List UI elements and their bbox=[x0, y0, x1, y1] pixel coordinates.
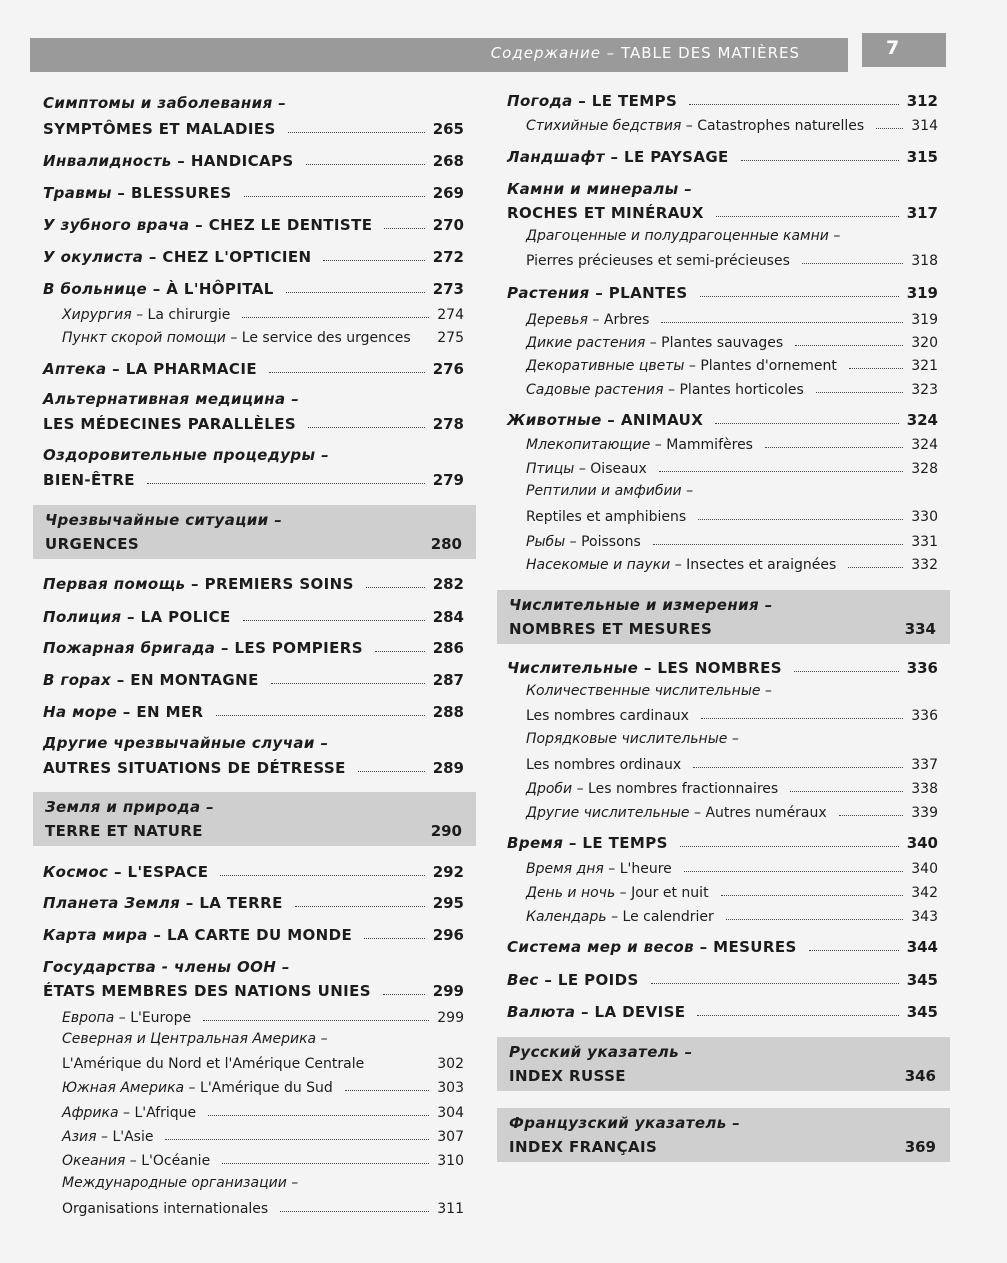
toc-page: 295 bbox=[432, 894, 464, 912]
toc-page: 304 bbox=[437, 1105, 464, 1121]
toc-page: 344 bbox=[906, 938, 938, 956]
toc-subentry-ru: Рыбы bbox=[526, 534, 566, 550]
toc-entry-ru: Аптека bbox=[43, 360, 107, 378]
toc-section-page: 280 bbox=[430, 535, 462, 553]
toc-page: 299 bbox=[432, 982, 464, 1000]
toc-subentry[interactable]: Южная Америка – L'Amérique du Sud 303 bbox=[62, 1080, 464, 1096]
toc-section[interactable] bbox=[33, 505, 476, 559]
toc-page: 345 bbox=[906, 971, 938, 989]
toc-subentry-fr: Poissons bbox=[581, 534, 641, 550]
toc-subentry-fr: L'Amérique du Nord et l'Amérique Centrale bbox=[62, 1056, 365, 1072]
toc-entry-fr: ANIMAUX bbox=[620, 411, 704, 429]
toc-subentry-fr: Reptiles et amphibiens bbox=[526, 509, 687, 525]
toc-subentry[interactable]: Хирургия – La chirurgie 274 bbox=[62, 307, 464, 323]
toc-entry-ru: Пожарная бригада bbox=[43, 639, 216, 657]
toc-entry-fr: ROCHES ET MINÉRAUX bbox=[507, 204, 704, 222]
toc-entry-fr: BLESSURES bbox=[130, 184, 232, 202]
toc-entry[interactable]: Карта мира – LA CARTE DU MONDE 296 bbox=[43, 926, 464, 944]
toc-page: 336 bbox=[906, 659, 938, 677]
toc-subentry[interactable] bbox=[33, 1051, 476, 1075]
toc-subentry-fr: Plantes sauvages bbox=[661, 335, 784, 351]
toc-entry[interactable] bbox=[33, 756, 476, 780]
toc-entry[interactable]: Первая помощь – PREMIERS SOINS 282 bbox=[43, 575, 464, 593]
toc-subentry-fr: Oiseaux bbox=[590, 461, 647, 477]
toc-page: 315 bbox=[906, 148, 938, 166]
toc-section-page: 334 bbox=[904, 620, 936, 638]
toc-entry-fr: À L'HÔPITAL bbox=[166, 280, 274, 298]
toc-subentry-ru: Птицы bbox=[526, 461, 575, 477]
toc-page: 273 bbox=[432, 280, 464, 298]
toc-subentry[interactable]: Европа – L'Europe 299 bbox=[62, 1010, 464, 1026]
toc-subentry[interactable]: Время дня – L'heure 340 bbox=[526, 861, 938, 877]
toc-entry-ru: Погода bbox=[507, 92, 573, 110]
toc-entry-ru: На море bbox=[43, 703, 118, 721]
toc-entry-fr: L'ESPACE bbox=[127, 863, 209, 881]
toc-section-page: 346 bbox=[904, 1067, 936, 1085]
toc-entry-fr: LES NOMBRES bbox=[657, 659, 782, 677]
toc-section-ru: Чрезвычайные ситуации – bbox=[45, 511, 283, 529]
toc-page: 319 bbox=[911, 312, 938, 328]
toc-entry-ru: Полиция bbox=[43, 608, 122, 626]
toc-page: 317 bbox=[906, 204, 938, 222]
toc-subentry-ru: День и ночь bbox=[526, 885, 616, 901]
toc-entry-ru: Космос bbox=[43, 863, 109, 881]
toc-entry[interactable] bbox=[33, 117, 476, 141]
toc-subentry[interactable]: Стихийные бедствия – Catastrophes naturelles 314 bbox=[526, 118, 938, 134]
toc-page: 338 bbox=[911, 781, 938, 797]
toc-section-fr: NOMBRES ET MESURES bbox=[509, 620, 713, 638]
toc-subentry[interactable] bbox=[497, 504, 950, 528]
toc-page: 339 bbox=[911, 805, 938, 821]
toc-entry-ru: В больнице bbox=[43, 280, 148, 298]
toc-subentry[interactable]: Другие числительные – Autres numéraux 339 bbox=[526, 805, 938, 821]
toc-entry-fr: MESURES bbox=[713, 938, 797, 956]
toc-entry-fr: LE TEMPS bbox=[591, 92, 678, 110]
toc-page: 307 bbox=[437, 1129, 464, 1145]
toc-page: 287 bbox=[432, 671, 464, 689]
toc-subentry[interactable]: Насекомые и пауки – Insectes et araignées 332 bbox=[526, 557, 938, 573]
toc-page: 270 bbox=[432, 216, 464, 234]
toc-subentry-ru: Стихийные бедствия bbox=[526, 118, 682, 134]
toc-page: 269 bbox=[432, 184, 464, 202]
toc-subentry[interactable]: Дикие растения – Plantes sauvages 320 bbox=[526, 335, 938, 351]
toc-entry[interactable]: Растения – PLANTES 319 bbox=[507, 284, 938, 302]
toc-page: 289 bbox=[432, 759, 464, 777]
toc-subentry-ru: Млекопитающие bbox=[526, 437, 651, 453]
toc-entry-fr: CHEZ LE DENTISTE bbox=[208, 216, 373, 234]
toc-entry-ru: Растения bbox=[507, 284, 590, 302]
toc-subentry-fr: Plantes d'ornement bbox=[700, 358, 837, 374]
toc-entry-fr: HANDICAPS bbox=[190, 152, 294, 170]
toc-subentry-fr: Le calendrier bbox=[622, 909, 714, 925]
toc-subentry[interactable] bbox=[497, 752, 950, 776]
toc-subentry-ru: Африка bbox=[62, 1105, 119, 1121]
toc-subentry-fr: L'heure bbox=[619, 861, 672, 877]
toc-subentry-ru-line: Количественные числительные – bbox=[526, 683, 772, 699]
toc-entry-ru: Животные bbox=[507, 411, 602, 429]
toc-entry-fr: BIEN-ÊTRE bbox=[43, 471, 135, 489]
toc-section[interactable] bbox=[497, 1108, 950, 1162]
toc-entry-ru: У окулиста bbox=[43, 248, 144, 266]
toc-entry[interactable]: Травмы – BLESSURES 269 bbox=[43, 184, 464, 202]
toc-page: 320 bbox=[911, 335, 938, 351]
toc-entry-fr: EN MER bbox=[136, 703, 204, 721]
toc-entry-ru: Травмы bbox=[43, 184, 112, 202]
toc-subentry[interactable] bbox=[33, 1196, 476, 1220]
toc-entry[interactable]: В горах – EN MONTAGNE 287 bbox=[43, 671, 464, 689]
toc-subentry-ru: Европа bbox=[62, 1010, 115, 1026]
toc-subentry-ru: Океания bbox=[62, 1153, 126, 1169]
toc-entry-fr: LE POIDS bbox=[557, 971, 639, 989]
toc-entry-ru-line: Другие чрезвычайные случаи – bbox=[43, 734, 329, 752]
toc-entry-fr: LA PHARMACIE bbox=[125, 360, 257, 378]
toc-page: 318 bbox=[911, 253, 938, 269]
toc-page: 286 bbox=[432, 639, 464, 657]
toc-entry-fr: LE PAYSAGE bbox=[624, 148, 729, 166]
toc-subentry-fr: L'Amérique du Sud bbox=[200, 1080, 333, 1096]
toc-entry-ru: Ландшафт bbox=[507, 148, 605, 166]
toc-entry[interactable] bbox=[33, 412, 476, 436]
toc-entry-ru: Карта мира bbox=[43, 926, 148, 944]
toc-entry-ru-line: Альтернативная медицина – bbox=[43, 390, 300, 408]
toc-subentry-ru: Южная Америка bbox=[62, 1080, 185, 1096]
toc-section[interactable] bbox=[497, 590, 950, 644]
toc-entry-fr: LES MÉDECINES PARALLÈLES bbox=[43, 415, 297, 433]
toc-entry[interactable]: Система мер и весов – MESURES 344 bbox=[507, 938, 938, 956]
toc-page: 303 bbox=[437, 1080, 464, 1096]
toc-subentry-ru-line: Северная и Центральная Америка – bbox=[62, 1031, 328, 1047]
toc-subentry-fr: Mammifères bbox=[666, 437, 753, 453]
toc-entry[interactable]: Животные – ANIMAUX 324 bbox=[507, 411, 938, 429]
toc-subentry[interactable]: Садовые растения – Plantes horticoles 323 bbox=[526, 382, 938, 398]
toc-subentry-fr: Insectes et araignées bbox=[686, 557, 837, 573]
toc-page: 312 bbox=[906, 92, 938, 110]
toc-page: 302 bbox=[437, 1056, 464, 1072]
toc-page: 314 bbox=[911, 118, 938, 134]
toc-section[interactable] bbox=[497, 1037, 950, 1091]
title-fr: TABLE DES MATIÈRES bbox=[621, 44, 800, 62]
toc-entry-ru: Вес bbox=[507, 971, 539, 989]
toc-subentry-ru: Другие числительные bbox=[526, 805, 690, 821]
toc-subentry-fr: Arbres bbox=[603, 312, 650, 328]
toc-entry-fr: CHEZ L'OPTICIEN bbox=[162, 248, 312, 266]
toc-subentry-fr: Catastrophes naturelles bbox=[697, 118, 865, 134]
toc-subentry-fr: L'Europe bbox=[130, 1010, 192, 1026]
toc-entry[interactable]: В больнице – À L'HÔPITAL 273 bbox=[43, 280, 464, 298]
toc-subentry[interactable]: Млекопитающие – Mammifères 324 bbox=[526, 437, 938, 453]
toc-entry-ru: У зубного врача bbox=[43, 216, 190, 234]
toc-subentry-fr: L'Afrique bbox=[134, 1105, 197, 1121]
toc-entry[interactable]: У зубного врача – CHEZ LE DENTISTE 270 bbox=[43, 216, 464, 234]
toc-subentry-ru: Хирургия bbox=[62, 307, 132, 323]
toc-entry-ru: В горах bbox=[43, 671, 112, 689]
toc-entry[interactable]: Время – LE TEMPS 340 bbox=[507, 834, 938, 852]
toc-entry[interactable] bbox=[33, 468, 476, 492]
page-number-box bbox=[862, 33, 946, 67]
header-bar bbox=[30, 38, 848, 72]
toc-section-page: 290 bbox=[430, 822, 462, 840]
toc-entry-ru: Инвалидность bbox=[43, 152, 172, 170]
toc-entry-ru: Время bbox=[507, 834, 564, 852]
toc-page: 311 bbox=[437, 1201, 464, 1217]
toc-subentry-ru: Календарь bbox=[526, 909, 607, 925]
toc-entry-fr: SYMPTÔMES ET MALADIES bbox=[43, 120, 276, 138]
toc-subentry[interactable]: Декоративные цветы – Plantes d'ornement 321 bbox=[526, 358, 938, 374]
toc-subentry-ru-line: Рептилии и амфибии – bbox=[526, 483, 694, 499]
toc-entry-ru-line: Симптомы и заболевания – bbox=[43, 94, 287, 112]
toc-page: 340 bbox=[911, 861, 938, 877]
toc-page: 342 bbox=[911, 885, 938, 901]
toc-entry[interactable]: Вес – LE POIDS 345 bbox=[507, 971, 938, 989]
toc-page: 330 bbox=[911, 509, 938, 525]
toc-page: 275 bbox=[437, 330, 464, 346]
toc-page: 288 bbox=[432, 703, 464, 721]
toc-section-ru: Земля и природа – bbox=[45, 798, 215, 816]
toc-entry[interactable]: Планета Земля – LA TERRE 295 bbox=[43, 894, 464, 912]
toc-page: 310 bbox=[437, 1153, 464, 1169]
toc-section-ru: Французский указатель – bbox=[509, 1114, 741, 1132]
toc-subentry[interactable]: Птицы – Oiseaux 328 bbox=[526, 461, 938, 477]
toc-subentry-fr: Pierres précieuses et semi-précieuses bbox=[526, 253, 790, 269]
toc-subentry-ru: Пункт скорой помощи bbox=[62, 330, 226, 346]
toc-entry-ru: Валюта bbox=[507, 1003, 576, 1021]
toc-subentry[interactable]: Календарь – Le calendrier 343 bbox=[526, 909, 938, 925]
toc-page: 278 bbox=[432, 415, 464, 433]
toc-page: 336 bbox=[911, 708, 938, 724]
toc-section-ru: Числительные и измерения – bbox=[509, 596, 773, 614]
toc-page: 331 bbox=[911, 534, 938, 550]
toc-entry-ru-line: Государства - члены ООН – bbox=[43, 958, 290, 976]
toc-entry[interactable]: Полиция – LA POLICE 284 bbox=[43, 608, 464, 626]
toc-page: 324 bbox=[911, 437, 938, 453]
toc-subentry-fr: Plantes horticoles bbox=[679, 382, 804, 398]
toc-page: 296 bbox=[432, 926, 464, 944]
toc-page: 299 bbox=[437, 1010, 464, 1026]
toc-subentry-fr: Les nombres fractionnaires bbox=[588, 781, 779, 797]
toc-subentry-ru: Дикие растения bbox=[526, 335, 646, 351]
toc-entry-fr: LE TEMPS bbox=[582, 834, 668, 852]
toc-section[interactable] bbox=[33, 792, 476, 846]
toc-entry-fr: PREMIERS SOINS bbox=[204, 575, 354, 593]
toc-page: 321 bbox=[911, 358, 938, 374]
toc-entry[interactable]: Валюта – LA DEVISE 345 bbox=[507, 1003, 938, 1021]
toc-section-page: 369 bbox=[904, 1138, 936, 1156]
toc-subentry-fr: La chirurgie bbox=[147, 307, 231, 323]
toc-page: 279 bbox=[432, 471, 464, 489]
toc-subentry[interactable]: Азия – L'Asie 307 bbox=[62, 1129, 464, 1145]
toc-entry[interactable]: Аптека – LA PHARMACIE 276 bbox=[43, 360, 464, 378]
toc-subentry[interactable]: Океания – L'Océanie 310 bbox=[62, 1153, 464, 1169]
toc-subentry-fr: Les nombres ordinaux bbox=[526, 757, 682, 773]
toc-subentry-ru: Декоративные цветы bbox=[526, 358, 685, 374]
toc-entry[interactable] bbox=[33, 979, 476, 1003]
toc-subentry-ru: Садовые растения bbox=[526, 382, 664, 398]
toc-subentry-ru: Насекомые и пауки bbox=[526, 557, 671, 573]
toc-subentry-fr: Organisations internationales bbox=[62, 1201, 269, 1217]
toc-page: 328 bbox=[911, 461, 938, 477]
toc-page: 265 bbox=[432, 120, 464, 138]
toc-subentry-fr: L'Asie bbox=[112, 1129, 154, 1145]
toc-page: 292 bbox=[432, 863, 464, 881]
toc-subentry-fr: L'Océanie bbox=[141, 1153, 211, 1169]
toc-entry-fr: LES POMPIERS bbox=[234, 639, 363, 657]
toc-entry[interactable]: Пожарная бригада – LES POMPIERS 286 bbox=[43, 639, 464, 657]
toc-subentry-fr: Autres numéraux bbox=[705, 805, 827, 821]
toc-entry[interactable]: На море – EN MER 288 bbox=[43, 703, 464, 721]
toc-page: 340 bbox=[906, 834, 938, 852]
toc-entry[interactable]: Инвалидность – HANDICAPS 268 bbox=[43, 152, 464, 170]
toc-subentry-ru-line: Драгоценные и полудрагоценные камни – bbox=[526, 228, 841, 244]
toc-entry-ru-line: Камни и минералы – bbox=[507, 180, 693, 198]
title-ru: Содержание bbox=[490, 44, 601, 62]
toc-page: 332 bbox=[911, 557, 938, 573]
toc-page: 284 bbox=[432, 608, 464, 626]
toc-entry-fr: ÉTATS MEMBRES DES NATIONS UNIES bbox=[43, 982, 372, 1000]
toc-page: 282 bbox=[432, 575, 464, 593]
toc-entry-ru-line: Оздоровительные процедуры – bbox=[43, 446, 330, 464]
toc-page: 276 bbox=[432, 360, 464, 378]
toc-section-fr: INDEX RUSSE bbox=[509, 1067, 626, 1085]
toc-entry-fr: PLANTES bbox=[608, 284, 688, 302]
toc-entry-ru: Числительные bbox=[507, 659, 639, 677]
toc-entry-fr: EN MONTAGNE bbox=[130, 671, 259, 689]
toc-entry-fr: AUTRES SITUATIONS DE DÉTRESSE bbox=[43, 759, 346, 777]
toc-entry-ru: Планета Земля bbox=[43, 894, 181, 912]
toc-subentry[interactable]: Дроби – Les nombres fractionnaires 338 bbox=[526, 781, 938, 797]
toc-section-fr: TERRE ET NATURE bbox=[45, 822, 203, 840]
toc-page: 343 bbox=[911, 909, 938, 925]
toc-entry[interactable] bbox=[497, 201, 950, 225]
toc-subentry[interactable] bbox=[497, 248, 950, 272]
toc-page: 345 bbox=[906, 1003, 938, 1021]
toc-page: 323 bbox=[911, 382, 938, 398]
toc-page: 272 bbox=[432, 248, 464, 266]
title-separator: – bbox=[600, 44, 621, 62]
toc-entry-fr: LA CARTE DU MONDE bbox=[166, 926, 353, 944]
toc-subentry[interactable]: День и ночь – Jour et nuit 342 bbox=[526, 885, 938, 901]
toc-entry[interactable]: Погода – LE TEMPS 312 bbox=[507, 92, 938, 110]
toc-subentry[interactable]: Пункт скорой помощи – Le service des urgences 275 bbox=[62, 330, 464, 346]
toc-subentry-ru-line: Порядковые числительные – bbox=[526, 731, 739, 747]
toc-entry[interactable]: Ландшафт – LE PAYSAGE 315 bbox=[507, 148, 938, 166]
toc-subentry-fr: Les nombres cardinaux bbox=[526, 708, 689, 724]
toc-entry-ru: Система мер и весов bbox=[507, 938, 694, 956]
toc-page: 337 bbox=[911, 757, 938, 773]
toc-entry[interactable]: У окулиста – CHEZ L'OPTICIEN 272 bbox=[43, 248, 464, 266]
toc-entry-fr: LA TERRE bbox=[199, 894, 283, 912]
toc-subentry-ru: Азия bbox=[62, 1129, 97, 1145]
page-title bbox=[491, 44, 800, 62]
toc-entry[interactable]: Числительные – LES NOMBRES 336 bbox=[507, 659, 938, 677]
toc-section-ru: Русский указатель – bbox=[509, 1043, 693, 1061]
toc-page: 268 bbox=[432, 152, 464, 170]
toc-entry-fr: LA POLICE bbox=[140, 608, 231, 626]
toc-subentry-ru: Время дня bbox=[526, 861, 604, 877]
page-number: 7 bbox=[886, 37, 900, 59]
toc-subentry-ru-line: Международные организации – bbox=[62, 1175, 299, 1191]
toc-entry[interactable]: Космос – L'ESPACE 292 bbox=[43, 863, 464, 881]
toc-section-fr: URGENCES bbox=[45, 535, 140, 553]
toc-entry-ru: Первая помощь bbox=[43, 575, 186, 593]
toc-subentry[interactable]: Африка – L'Afrique 304 bbox=[62, 1105, 464, 1121]
toc-entry-fr: LA DEVISE bbox=[594, 1003, 686, 1021]
toc-subentry-ru: Дроби bbox=[526, 781, 573, 797]
toc-page: 319 bbox=[906, 284, 938, 302]
toc-page: 324 bbox=[906, 411, 938, 429]
toc-page: 274 bbox=[437, 307, 464, 323]
toc-subentry-ru: Деревья bbox=[526, 312, 588, 328]
toc-subentry[interactable]: Рыбы – Poissons 331 bbox=[526, 534, 938, 550]
toc-subentry[interactable]: Деревья – Arbres 319 bbox=[526, 312, 938, 328]
toc-subentry-fr: Jour et nuit bbox=[631, 885, 709, 901]
toc-subentry-fr: Le service des urgences bbox=[241, 330, 411, 346]
toc-subentry[interactable] bbox=[497, 703, 950, 727]
toc-section-fr: INDEX FRANÇAIS bbox=[509, 1138, 658, 1156]
